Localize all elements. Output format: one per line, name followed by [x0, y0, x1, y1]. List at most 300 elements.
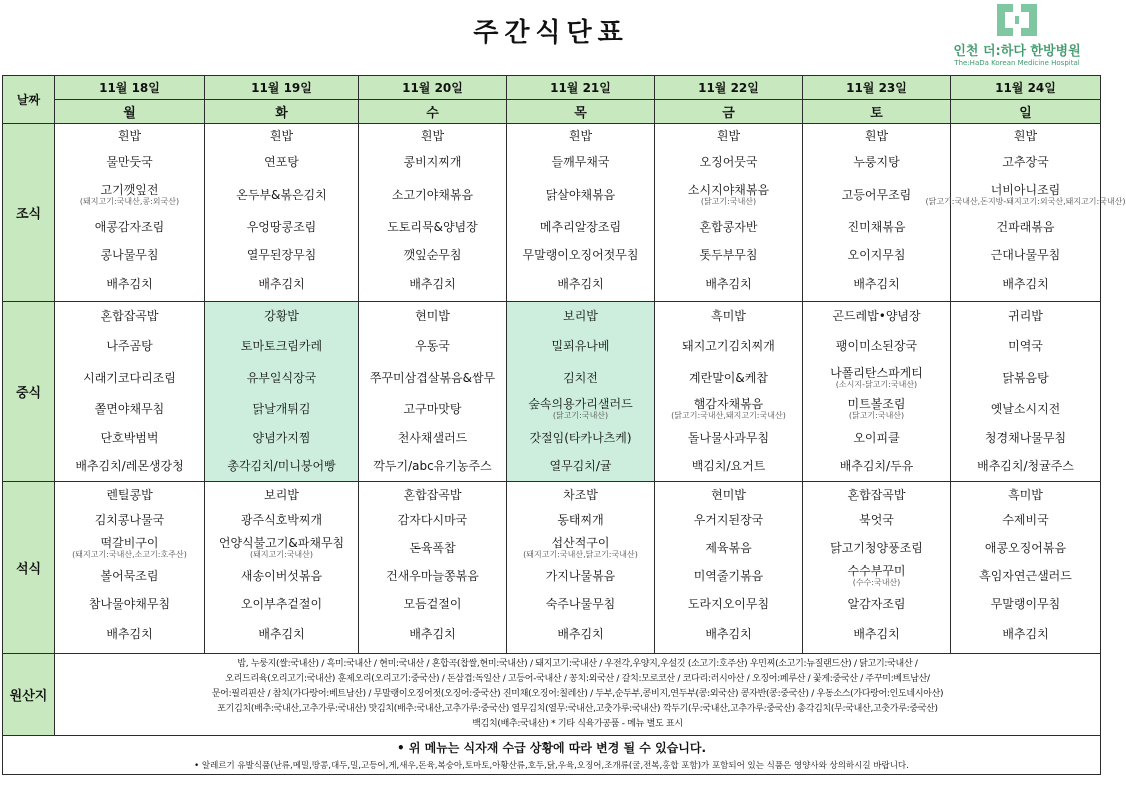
dish-name: 배추김치: [409, 276, 456, 291]
weekday-cell: 수: [359, 100, 507, 124]
dish-name: 건파래볶음: [996, 219, 1055, 234]
menu-item: [359, 363, 506, 395]
origin-note: (돼지고기:국내산): [249, 550, 314, 559]
menu-item: [359, 242, 506, 270]
dish-name: 알감자조림: [847, 596, 906, 611]
menu-item: [951, 507, 1100, 535]
dish-name: 톳두부무침: [699, 247, 758, 262]
dish-name: 애콩감자조림: [94, 219, 165, 234]
weekday-cell: 토: [803, 100, 951, 124]
origin-note: (돼지고기:국내산,콩:외국산): [79, 197, 180, 206]
dish-name: 총각김치/미니붕어빵: [227, 458, 336, 473]
date-cell: 11월 18일: [55, 76, 205, 100]
menu-item: [507, 242, 654, 270]
menu-item: [803, 395, 950, 425]
menu-item: [55, 270, 204, 300]
dish-name: 떡갈비구이: [100, 536, 159, 551]
menu-item: [205, 331, 358, 363]
menu-item: [507, 425, 654, 453]
dish-name: 온두부&볶은김치: [236, 187, 327, 202]
dish-name: 애콩오징어볶음: [984, 540, 1067, 555]
meal-cell: [55, 124, 205, 302]
menu-item: [507, 485, 654, 507]
allergy-notice: • 알레르기 유발식품(난류,메밀,땅콩,대두,밀,고등어,게,새우,돈육,복숭아,토마토,아황산류,호두,닭,우육,오징어,조개류(굴,전복,홍합 포함)가 포함되어 있는 식품은 영양사와 상의하시길 바랍니다.: [194, 761, 909, 771]
dish-name: 현미밥: [415, 308, 450, 323]
weekday-cell: 화: [205, 100, 359, 124]
dish-name: 고기깻잎전: [100, 183, 159, 198]
menu-item: [55, 507, 204, 535]
dish-name: 닭고기청양풍조림: [830, 540, 923, 555]
dish-name: 배추김치: [557, 626, 604, 641]
menu-item: [507, 563, 654, 591]
menu-item: [507, 591, 654, 619]
dish-name: 렌틸콩밥: [106, 487, 153, 502]
menu-item: [951, 485, 1100, 507]
dish-name: 흑미밥: [1008, 487, 1043, 502]
dish-name: 깍두기/abc유기농주스: [373, 458, 492, 473]
weekday-cell: 월: [55, 100, 205, 124]
menu-item: [359, 535, 506, 563]
origin-line: 밥, 누룽지(쌀:국내산) / 흑미:국내산 / 현미:국내산 / 혼합곡(찹쌀,현미:국내산) / 돼지고기:국내산 / 우전각,우양지,우설깃 (소고기:호주산) 우민찌(소고기:뉴질랜드산) / 닭고기:국내산 /: [237, 659, 918, 669]
menu-item: [655, 395, 802, 425]
meal-cell: [359, 124, 507, 302]
dish-name: 시래기코다리조림: [83, 370, 176, 385]
dish-name: 감자다시마국: [397, 512, 468, 527]
menu-item: [205, 535, 358, 563]
dish-name: 미역줄기볶음: [693, 568, 764, 583]
origin-note: (닭고기:국내산,돈지방-돼지고기:외국산,돼지고기:국내산): [925, 197, 1126, 206]
dish-name: 배추김치: [106, 276, 153, 291]
menu-item: [507, 214, 654, 242]
dish-name: 오이부추겉절이: [240, 596, 323, 611]
dish-name: 흑임자연근샐러드: [979, 568, 1072, 583]
date-cell: 11월 19일: [205, 76, 359, 100]
meal-cell: [803, 482, 951, 654]
menu-item: [951, 126, 1100, 148]
date-cell: 11월 21일: [507, 76, 655, 100]
dish-name: 흰밥: [117, 128, 142, 143]
menu-item: [205, 485, 358, 507]
dish-name: 배추김치/레몬생강청: [75, 458, 184, 473]
menu-item: [803, 563, 950, 591]
menu-item: [507, 535, 654, 563]
menu-item: [205, 395, 358, 425]
dish-name: 혼합잡곡밥: [100, 308, 159, 323]
menu-item: [205, 214, 358, 242]
menu-change-notice: • 위 메뉴는 식자재 수급 상황에 따라 변경 될 수 있습니다.: [396, 741, 707, 755]
menu-item: [205, 563, 358, 591]
menu-item: [803, 619, 950, 651]
dish-name: 숙주나물무침: [545, 596, 616, 611]
origin-note: (돼지고기:국내산,소고기:호주산): [72, 550, 187, 559]
menu-item: [205, 303, 358, 331]
page-title: 주간식단표: [473, 18, 629, 48]
menu-item: [655, 214, 802, 242]
dish-name: 참나물야채무침: [88, 596, 171, 611]
dish-name: 보리밥: [264, 487, 299, 502]
dish-name: 흰밥: [864, 128, 889, 143]
dish-name: 쫄면야채무침: [94, 401, 165, 416]
meal-cell: [55, 302, 205, 482]
menu-item: [951, 619, 1100, 651]
menu-item: [55, 453, 204, 481]
dish-name: 물만둣국: [106, 154, 153, 169]
weekday-cell: 목: [507, 100, 655, 124]
dish-name: 귀리밥: [1008, 308, 1043, 323]
menu-item: [951, 331, 1100, 363]
menu-item: [205, 453, 358, 481]
dish-name: 연포탕: [264, 154, 299, 169]
dish-name: 김치콩나물국: [94, 512, 165, 527]
meal-cell: [951, 482, 1101, 654]
date-cell: 11월 22일: [655, 76, 803, 100]
dish-name: 동태찌개: [557, 512, 604, 527]
dish-name: 볼어묵조림: [100, 568, 159, 583]
dish-name: 도라지오이무침: [687, 596, 770, 611]
menu-item: [205, 425, 358, 453]
dish-name: 닭볶음탕: [1002, 370, 1049, 385]
dish-name: 차조밥: [563, 487, 598, 502]
menu-item: [205, 242, 358, 270]
origin-note: (닭고기:국내산,돼지고기:국내산): [671, 411, 786, 420]
origin-note: (닭고기:국내산): [700, 197, 757, 206]
dish-name: 메추리알장조림: [539, 219, 622, 234]
dish-name: 수수부꾸미: [847, 564, 906, 579]
menu-item: [655, 178, 802, 214]
menu-item: [925, 178, 1126, 214]
menu-item: [507, 148, 654, 178]
dish-name: 고등어무조림: [841, 187, 912, 202]
meal-cell: [55, 482, 205, 654]
dish-name: 언양식불고기&파채무침: [218, 536, 345, 551]
menu-item: [55, 363, 204, 395]
dish-name: 오이지무침: [847, 247, 906, 262]
dish-name: 유부일식장국: [246, 370, 317, 385]
dish-name: 숲속의용가리샐러드: [528, 397, 633, 412]
menu-item: [55, 619, 204, 651]
menu-item: [359, 303, 506, 331]
menu-item: [655, 363, 802, 395]
weekday-cell: 일: [951, 100, 1101, 124]
menu-item: [803, 242, 950, 270]
dish-name: 오이피클: [853, 430, 900, 445]
menu-item: [655, 242, 802, 270]
menu-item: [205, 270, 358, 300]
menu-item: [951, 214, 1100, 242]
meal-cell: [655, 302, 803, 482]
dish-name: 열무김치/귤: [549, 458, 612, 473]
meal-cell: [951, 302, 1101, 482]
dish-name: 닭살야채볶음: [545, 187, 616, 202]
menu-item: [951, 242, 1100, 270]
dish-name: 천사채샐러드: [397, 430, 468, 445]
dish-name: 미역국: [1008, 338, 1043, 353]
origin-line: 오리드리육(오리고기:국내산) 훈제오리(오리고기:중국산) / 돈삼겹:독일산 / 고등어-국내산 / 꽁치:외국산 / 갈치:모로코산 / 코다리:러시아산 / 오징어:페루산 / 꽃게:중국산 / 주꾸미:베트남산/: [225, 674, 930, 684]
dish-name: 무말랭이오징어젓무침: [522, 247, 639, 262]
menu-item: [205, 363, 358, 395]
dish-name: 배추김치: [853, 626, 900, 641]
menu-item: [951, 270, 1100, 300]
menu-item: [507, 178, 654, 214]
dish-name: 배추김치: [258, 276, 305, 291]
menu-item: [655, 126, 802, 148]
dish-name: 흑미밥: [711, 308, 746, 323]
menu-item: [951, 453, 1100, 481]
dish-name: 건새우마늘쫑볶음: [386, 568, 479, 583]
date-cell: 11월 20일: [359, 76, 507, 100]
meal-cell: [359, 482, 507, 654]
dish-name: 북엇국: [859, 512, 894, 527]
menu-item: [951, 591, 1100, 619]
meal-cell: [803, 302, 951, 482]
menu-item: [359, 507, 506, 535]
dish-name: 근대나물무침: [990, 247, 1061, 262]
menu-item: [655, 535, 802, 563]
dish-name: 배추김치: [705, 276, 752, 291]
origin-note: (닭고기:국내산): [552, 411, 609, 420]
menu-item: [655, 619, 802, 651]
dish-name: 우동국: [415, 338, 450, 353]
dish-name: 돌나물사과무침: [687, 430, 770, 445]
dish-name: 무말랭이무침: [990, 596, 1061, 611]
menu-item: [359, 331, 506, 363]
dish-name: 돼지고기김치찌개: [682, 338, 775, 353]
menu-item: [55, 331, 204, 363]
dish-name: 곤드레밥•양념장: [832, 308, 921, 323]
menu-item: [205, 591, 358, 619]
meal-cell: [655, 482, 803, 654]
menu-item: [951, 425, 1100, 453]
dish-name: 백김치/요거트: [691, 458, 766, 473]
dish-name: 우거지된장국: [693, 512, 764, 527]
dish-name: 들깨무채국: [551, 154, 610, 169]
dish-name: 혼합잡곡밥: [403, 487, 462, 502]
menu-item: [55, 425, 204, 453]
dish-name: 우엉땅콩조림: [246, 219, 317, 234]
dish-name: 배추김치: [1002, 626, 1049, 641]
menu-item: [803, 535, 950, 563]
menu-item: [655, 425, 802, 453]
menu-item: [803, 178, 950, 214]
dish-name: 배추김치/두유: [839, 458, 914, 473]
meal-cell: [925, 124, 1126, 302]
menu-item: [359, 619, 506, 651]
dish-name: 오징어뭇국: [699, 154, 758, 169]
menu-item: [205, 507, 358, 535]
date-cell: 11월 24일: [951, 76, 1101, 100]
dish-name: 밀푀유나베: [551, 338, 610, 353]
dish-name: 흰밥: [716, 128, 741, 143]
menu-item: [655, 563, 802, 591]
meal-cell: [507, 302, 655, 482]
menu-item: [205, 126, 358, 148]
menu-item: [803, 214, 950, 242]
menu-item: [55, 214, 204, 242]
weekly-menu-table: [2, 75, 1126, 775]
menu-item: [507, 507, 654, 535]
menu-item: [507, 126, 654, 148]
menu-item: [803, 591, 950, 619]
dish-name: 혼합잡곡밥: [847, 487, 906, 502]
menu-item: [951, 535, 1100, 563]
menu-item: [507, 303, 654, 331]
dish-name: 갓절임(타카나츠케): [529, 430, 632, 445]
dish-name: 흰밥: [1013, 128, 1038, 143]
menu-item: [951, 303, 1100, 331]
menu-item: [205, 148, 358, 178]
date-cell: 11월 23일: [803, 76, 951, 100]
origin-note: (돼지고기:국내산,닭고기:국내산): [523, 550, 638, 559]
dish-name: 소고기야채볶음: [391, 187, 474, 202]
origin-line: 문어:필리핀산 / 참치(가다랑어:베트남산) / 무말랭이오징어젓(오징어:중국산) 진미채(오징어:칠레산) / 두부,순두부,콩비지,연두부(콩:외국산) 콩자반(콩:중국산) / 우동소스(가다랑어:인도네시아산): [211, 689, 944, 699]
menu-item: [55, 563, 204, 591]
menu-item: [55, 395, 204, 425]
menu-item: [803, 363, 950, 395]
dish-name: 배추김치: [1002, 276, 1049, 291]
menu-item: [55, 535, 204, 563]
dish-name: 닭날개튀김: [252, 401, 311, 416]
menu-item: [803, 425, 950, 453]
menu-item: [655, 507, 802, 535]
dish-name: 강황밥: [264, 308, 299, 323]
menu-item: [655, 453, 802, 481]
menu-item: [55, 591, 204, 619]
dish-name: 흰밥: [568, 128, 593, 143]
dish-name: 제육볶음: [705, 540, 752, 555]
menu-item: [359, 591, 506, 619]
menu-item: [655, 270, 802, 300]
dish-name: 나폴리탄스파게티: [830, 366, 923, 381]
dish-name: 너비아니조림: [990, 183, 1061, 198]
meal-cell: [205, 124, 359, 302]
dish-name: 현미밥: [711, 487, 746, 502]
menu-item: [55, 485, 204, 507]
meal-cell: [803, 124, 951, 302]
notice-box: [3, 736, 1101, 775]
dish-name: 모듬겉절이: [403, 596, 462, 611]
meal-cell: [205, 482, 359, 654]
dish-name: 새송이버섯볶음: [240, 568, 323, 583]
meal-cell: [359, 302, 507, 482]
dish-name: 배추김치: [557, 276, 604, 291]
dish-name: 배추김치: [853, 276, 900, 291]
dish-name: 단호박범벅: [100, 430, 159, 445]
dish-name: 배추김치: [106, 626, 153, 641]
dish-name: 고구마맛탕: [403, 401, 462, 416]
date-header: 날짜: [3, 76, 55, 124]
menu-item: [359, 395, 506, 425]
origin-line: 백김치(배추:국내산) * 기타 식육가공품 - 메뉴 별도 표시: [472, 719, 683, 729]
dish-name: 도토리묵&양념장: [387, 219, 478, 234]
hospital-logo: [942, 2, 1092, 72]
menu-item: [803, 507, 950, 535]
meal-label-breakfast: 조식: [3, 124, 55, 302]
menu-item: [55, 303, 204, 331]
menu-item: [359, 270, 506, 300]
dish-name: 옛날소시지전: [990, 401, 1061, 416]
menu-item: [803, 148, 950, 178]
dish-name: 팽이미소된장국: [835, 338, 918, 353]
menu-item: [655, 591, 802, 619]
dish-name: 미트볼조림: [847, 397, 906, 412]
menu-item: [359, 453, 506, 481]
dish-name: 쭈꾸미삼겹살볶음&쌈무: [369, 370, 496, 385]
menu-item: [55, 148, 204, 178]
origin-note: (닭고기:국내산): [848, 411, 905, 420]
menu-item: [507, 453, 654, 481]
dish-name: 토마토크림카레: [240, 338, 323, 353]
dish-name: 배추김치: [705, 626, 752, 641]
menu-item: [359, 148, 506, 178]
dish-name: 고추장국: [1002, 154, 1049, 169]
dish-name: 흰밥: [269, 128, 294, 143]
origin-note: (수수:국내산): [852, 578, 901, 587]
dish-name: 섭산적구이: [551, 536, 610, 551]
meal-cell: [507, 124, 655, 302]
menu-item: [655, 148, 802, 178]
origin-label: 원산지: [3, 654, 55, 736]
menu-item: [951, 395, 1100, 425]
dish-name: 수제비국: [1002, 512, 1049, 527]
dish-name: 보리밥: [563, 308, 598, 323]
menu-item: [803, 270, 950, 300]
origin-note: (소시지-닭고기:국내산): [835, 380, 918, 389]
dish-name: 소시지야채볶음: [687, 183, 770, 198]
menu-item: [507, 395, 654, 425]
dish-name: 계란말이&케찹: [689, 370, 768, 385]
menu-item: [507, 331, 654, 363]
menu-item: [507, 270, 654, 300]
menu-item: [359, 178, 506, 214]
menu-item: [951, 563, 1100, 591]
hospital-name: 인천 더:하다 한방병원: [953, 44, 1081, 59]
menu-item: [55, 242, 204, 270]
dish-name: 콩비지찌개: [403, 154, 462, 169]
menu-item: [359, 126, 506, 148]
menu-item: [655, 303, 802, 331]
menu-item: [359, 485, 506, 507]
meal-cell: [655, 124, 803, 302]
dish-name: 청경채나물무침: [984, 430, 1067, 445]
dish-name: 광주식호박찌개: [240, 512, 323, 527]
menu-item: [507, 363, 654, 395]
dish-name: 흰밥: [420, 128, 445, 143]
menu-item: [803, 453, 950, 481]
dish-name: 나주곰탕: [106, 338, 153, 353]
menu-item: [359, 425, 506, 453]
dish-name: 배추김치/청귤주스: [977, 458, 1074, 473]
dish-name: 깻잎순무침: [403, 247, 462, 262]
menu-item: [359, 214, 506, 242]
dish-name: 배추김치: [258, 626, 305, 641]
dish-name: 누룽지탕: [853, 154, 900, 169]
meal-label-dinner: 석식: [3, 482, 55, 654]
menu-item: [55, 178, 204, 214]
menu-item: [951, 148, 1100, 178]
dish-name: 양념가지찜: [252, 430, 311, 445]
menu-item: [507, 619, 654, 651]
dish-name: 진미채볶음: [847, 219, 906, 234]
menu-item: [359, 563, 506, 591]
origin-info: [55, 654, 1101, 736]
menu-item: [655, 331, 802, 363]
origin-line: 포기김치(배추:국내산,고추가루:국내산) 맛김치(배추:국내산,고추가루:중국산) 열무김치(열무:국내산,고춧가루:국내산) 깍두기(무:국내산,고추가루:중국산) 총각김치(무:국내산,고춧가루:중국산): [217, 704, 938, 714]
menu-item: [803, 126, 950, 148]
menu-item: [803, 331, 950, 363]
menu-item: [803, 303, 950, 331]
dish-name: 김치전: [563, 370, 598, 385]
dish-name: 열무된장무침: [246, 247, 317, 262]
